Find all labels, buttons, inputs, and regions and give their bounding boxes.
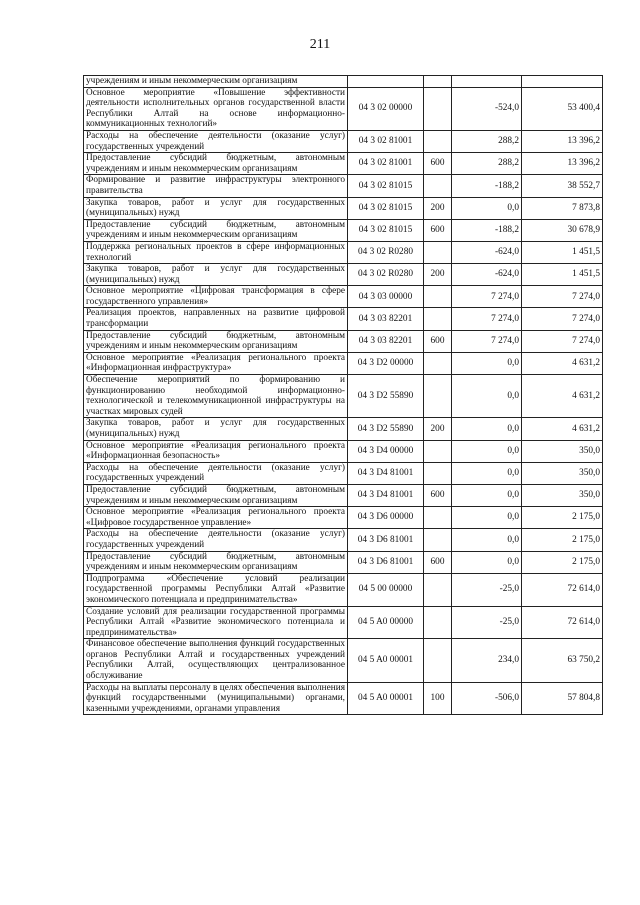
amount-total-cell: 7 274,0 — [522, 330, 603, 352]
amount-total-cell: 7 873,8 — [522, 197, 603, 219]
amount-change-cell: -188,2 — [452, 175, 522, 197]
table-row — [84, 286, 603, 308]
expense-name-cell: Предоставление субсидий бюджетным, автономным учреждениям и иным некоммерческим организациям — [84, 153, 348, 175]
target-article-code-cell: 04 3 03 82201 — [348, 330, 424, 352]
amount-change-cell: 7 274,0 — [452, 308, 522, 330]
amount-total-cell: 7 274,0 — [522, 308, 603, 330]
expense-name-cell: Создание условий для реализации государственной программы Республики Алтай «Развитие экономического потенциала и предпринимательства» — [84, 606, 348, 639]
target-article-code-cell: 04 3 D4 81001 — [348, 462, 424, 484]
amount-total-cell — [522, 76, 603, 88]
expense-type-code-cell — [424, 375, 452, 418]
table-row — [84, 418, 603, 440]
table-row — [84, 197, 603, 219]
amount-total-cell: 2 175,0 — [522, 507, 603, 529]
amount-total-cell: 350,0 — [522, 462, 603, 484]
amount-total-cell: 13 396,2 — [522, 153, 603, 175]
expense-name-cell: Финансовое обеспечение выполнения функций государственных органов Республики Алтай и государственных учреждений Республики Алтай, осуществляющих централизованное обслуживание — [84, 639, 348, 682]
table-row — [84, 440, 603, 462]
amount-total-cell: 30 678,9 — [522, 219, 603, 241]
table-row — [84, 308, 603, 330]
target-article-code-cell: 04 3 D6 00000 — [348, 507, 424, 529]
target-article-code-cell: 04 3 D2 55890 — [348, 375, 424, 418]
target-article-code-cell: 04 3 D2 00000 — [348, 352, 424, 374]
table-row — [84, 375, 603, 418]
table-row — [84, 153, 603, 175]
expense-name-cell: Расходы на обеспечение деятельности (оказание услуг) государственных учреждений — [84, 529, 348, 551]
expense-name-cell: Предоставление субсидий бюджетным, автономным учреждениям и иным некоммерческим организациям — [84, 219, 348, 241]
table-row — [84, 87, 603, 130]
table-row — [84, 241, 603, 263]
target-article-code-cell: 04 5 A0 00001 — [348, 639, 424, 682]
expense-name-cell: Расходы на выплаты персоналу в целях обеспечения выполнения функций государственными (муниципальными) органами, казенными учреждениями, органами управления — [84, 682, 348, 715]
table-row — [84, 606, 603, 639]
amount-change-cell: 0,0 — [452, 529, 522, 551]
target-article-code-cell: 04 3 02 R0280 — [348, 264, 424, 286]
amount-total-cell: 1 451,5 — [522, 264, 603, 286]
expense-name-cell: Закупка товаров, работ и услуг для государственных (муниципальных) нужд — [84, 418, 348, 440]
expense-type-code-cell — [424, 286, 452, 308]
amount-change-cell — [452, 76, 522, 88]
amount-total-cell: 2 175,0 — [522, 551, 603, 573]
expense-type-code-cell — [424, 76, 452, 88]
target-article-code-cell: 04 3 03 82201 — [348, 308, 424, 330]
expense-name-cell: Закупка товаров, работ и услуг для государственных (муниципальных) нужд — [84, 197, 348, 219]
expense-type-code-cell — [424, 241, 452, 263]
amount-change-cell: 0,0 — [452, 352, 522, 374]
amount-change-cell: 288,2 — [452, 153, 522, 175]
expense-name-cell: Предоставление субсидий бюджетным, автономным учреждениям и иным некоммерческим организациям — [84, 484, 348, 506]
expense-name-cell: Расходы на обеспечение деятельности (оказание услуг) государственных учреждений — [84, 130, 348, 152]
expense-type-code-cell: 200 — [424, 197, 452, 219]
table-row — [84, 219, 603, 241]
expense-type-code-cell — [424, 440, 452, 462]
table-row — [84, 682, 603, 715]
amount-total-cell: 4 631,2 — [522, 375, 603, 418]
amount-total-cell: 1 451,5 — [522, 241, 603, 263]
amount-change-cell: 0,0 — [452, 484, 522, 506]
amount-change-cell: -524,0 — [452, 87, 522, 130]
amount-total-cell: 13 396,2 — [522, 130, 603, 152]
expense-type-code-cell: 600 — [424, 219, 452, 241]
expense-type-code-cell — [424, 308, 452, 330]
amount-change-cell: 288,2 — [452, 130, 522, 152]
expense-type-code-cell — [424, 606, 452, 639]
expense-name-cell: Основное мероприятие «Повышение эффективности деятельности исполнительных органов государственной власти Республики Алтай на основе информационно-коммуникационных технологий» — [84, 87, 348, 130]
page-number: 211 — [309, 37, 331, 52]
budget-table — [83, 75, 603, 715]
expense-type-code-cell: 600 — [424, 551, 452, 573]
target-article-code-cell: 04 3 02 81001 — [348, 153, 424, 175]
amount-total-cell: 4 631,2 — [522, 418, 603, 440]
target-article-code-cell: 04 3 D6 81001 — [348, 551, 424, 573]
expense-type-code-cell: 200 — [424, 418, 452, 440]
amount-change-cell: 0,0 — [452, 375, 522, 418]
target-article-code-cell — [348, 76, 424, 88]
expense-type-code-cell: 600 — [424, 153, 452, 175]
expense-name-cell: Предоставление субсидий бюджетным, автономным учреждениям и иным некоммерческим организациям — [84, 330, 348, 352]
expense-type-code-cell — [424, 130, 452, 152]
amount-total-cell: 72 614,0 — [522, 573, 603, 606]
expense-name-cell: Основное мероприятие «Реализация регионального проекта «Информационная безопасность» — [84, 440, 348, 462]
amount-change-cell: 7 274,0 — [452, 286, 522, 308]
expense-name-cell: Подпрограмма «Обеспечение условий реализации государственной программы Республики Алтай «Развитие экономического потенциала и предпринимательства» — [84, 573, 348, 606]
table-row — [84, 529, 603, 551]
target-article-code-cell: 04 3 D2 55890 — [348, 418, 424, 440]
expense-type-code-cell: 600 — [424, 484, 452, 506]
amount-total-cell: 63 750,2 — [522, 639, 603, 682]
table-row — [84, 76, 603, 88]
target-article-code-cell: 04 5 A0 00001 — [348, 682, 424, 715]
target-article-code-cell: 04 3 02 00000 — [348, 87, 424, 130]
expense-type-code-cell — [424, 573, 452, 606]
target-article-code-cell: 04 3 03 00000 — [348, 286, 424, 308]
amount-change-cell: 0,0 — [452, 507, 522, 529]
amount-total-cell: 53 400,4 — [522, 87, 603, 130]
expense-name-cell: Поддержка региональных проектов в сфере информационных технологий — [84, 241, 348, 263]
amount-change-cell: -624,0 — [452, 264, 522, 286]
amount-change-cell: 0,0 — [452, 197, 522, 219]
table-row — [84, 330, 603, 352]
table-row — [84, 462, 603, 484]
table-row — [84, 130, 603, 152]
expense-name-cell: Основное мероприятие «Реализация регионального проекта «Цифровое государственное управление» — [84, 507, 348, 529]
table-row — [84, 507, 603, 529]
amount-change-cell: -624,0 — [452, 241, 522, 263]
expense-type-code-cell: 600 — [424, 330, 452, 352]
table-row — [84, 264, 603, 286]
target-article-code-cell: 04 3 02 81001 — [348, 130, 424, 152]
amount-total-cell: 350,0 — [522, 484, 603, 506]
amount-total-cell: 57 804,8 — [522, 682, 603, 715]
table-row — [84, 484, 603, 506]
amount-total-cell: 2 175,0 — [522, 529, 603, 551]
expense-type-code-cell — [424, 462, 452, 484]
table-row — [84, 352, 603, 374]
amount-change-cell: 7 274,0 — [452, 330, 522, 352]
amount-total-cell: 7 274,0 — [522, 286, 603, 308]
amount-change-cell: -25,0 — [452, 606, 522, 639]
amount-change-cell: -506,0 — [452, 682, 522, 715]
target-article-code-cell: 04 3 D4 81001 — [348, 484, 424, 506]
expense-name-cell: учреждениям и иным некоммерческим организациям — [84, 76, 348, 88]
amount-total-cell: 350,0 — [522, 440, 603, 462]
expense-name-cell: Формирование и развитие инфраструктуры электронного правительства — [84, 175, 348, 197]
amount-change-cell: 0,0 — [452, 440, 522, 462]
expense-type-code-cell: 200 — [424, 264, 452, 286]
expense-type-code-cell — [424, 352, 452, 374]
amount-change-cell: 0,0 — [452, 551, 522, 573]
amount-change-cell: 0,0 — [452, 462, 522, 484]
target-article-code-cell: 04 3 02 81015 — [348, 175, 424, 197]
table-row — [84, 573, 603, 606]
target-article-code-cell: 04 3 02 R0280 — [348, 241, 424, 263]
expense-type-code-cell — [424, 529, 452, 551]
target-article-code-cell: 04 3 02 81015 — [348, 197, 424, 219]
target-article-code-cell: 04 5 00 00000 — [348, 573, 424, 606]
expense-name-cell: Основное мероприятие «Цифровая трансформация в сфере государственного управления» — [84, 286, 348, 308]
expense-type-code-cell — [424, 87, 452, 130]
target-article-code-cell: 04 3 02 81015 — [348, 219, 424, 241]
table-row — [84, 639, 603, 682]
expense-name-cell: Закупка товаров, работ и услуг для государственных (муниципальных) нужд — [84, 264, 348, 286]
budget-table-body — [84, 76, 603, 715]
amount-change-cell: 0,0 — [452, 418, 522, 440]
amount-change-cell: -25,0 — [452, 573, 522, 606]
table-row — [84, 175, 603, 197]
amount-total-cell: 38 552,7 — [522, 175, 603, 197]
amount-change-cell: 234,0 — [452, 639, 522, 682]
target-article-code-cell: 04 5 A0 00000 — [348, 606, 424, 639]
amount-change-cell: -188,2 — [452, 219, 522, 241]
expense-name-cell: Расходы на обеспечение деятельности (оказание услуг) государственных учреждений — [84, 462, 348, 484]
target-article-code-cell: 04 3 D4 00000 — [348, 440, 424, 462]
expense-type-code-cell: 100 — [424, 682, 452, 715]
expense-type-code-cell — [424, 639, 452, 682]
expense-name-cell: Предоставление субсидий бюджетным, автономным учреждениям и иным некоммерческим организациям — [84, 551, 348, 573]
expense-name-cell: Обеспечение мероприятий по формированию и функционированию необходимой информационно-технологической и телекоммуникационной инфраструктуры на участках мировых судей — [84, 375, 348, 418]
expense-name-cell: Основное мероприятие «Реализация регионального проекта «Информационная инфраструктура» — [84, 352, 348, 374]
target-article-code-cell: 04 3 D6 81001 — [348, 529, 424, 551]
expense-name-cell: Реализация проектов, направленных на развитие цифровой трансформации — [84, 308, 348, 330]
expense-type-code-cell — [424, 175, 452, 197]
table-row — [84, 551, 603, 573]
amount-total-cell: 4 631,2 — [522, 352, 603, 374]
amount-total-cell: 72 614,0 — [522, 606, 603, 639]
expense-type-code-cell — [424, 507, 452, 529]
